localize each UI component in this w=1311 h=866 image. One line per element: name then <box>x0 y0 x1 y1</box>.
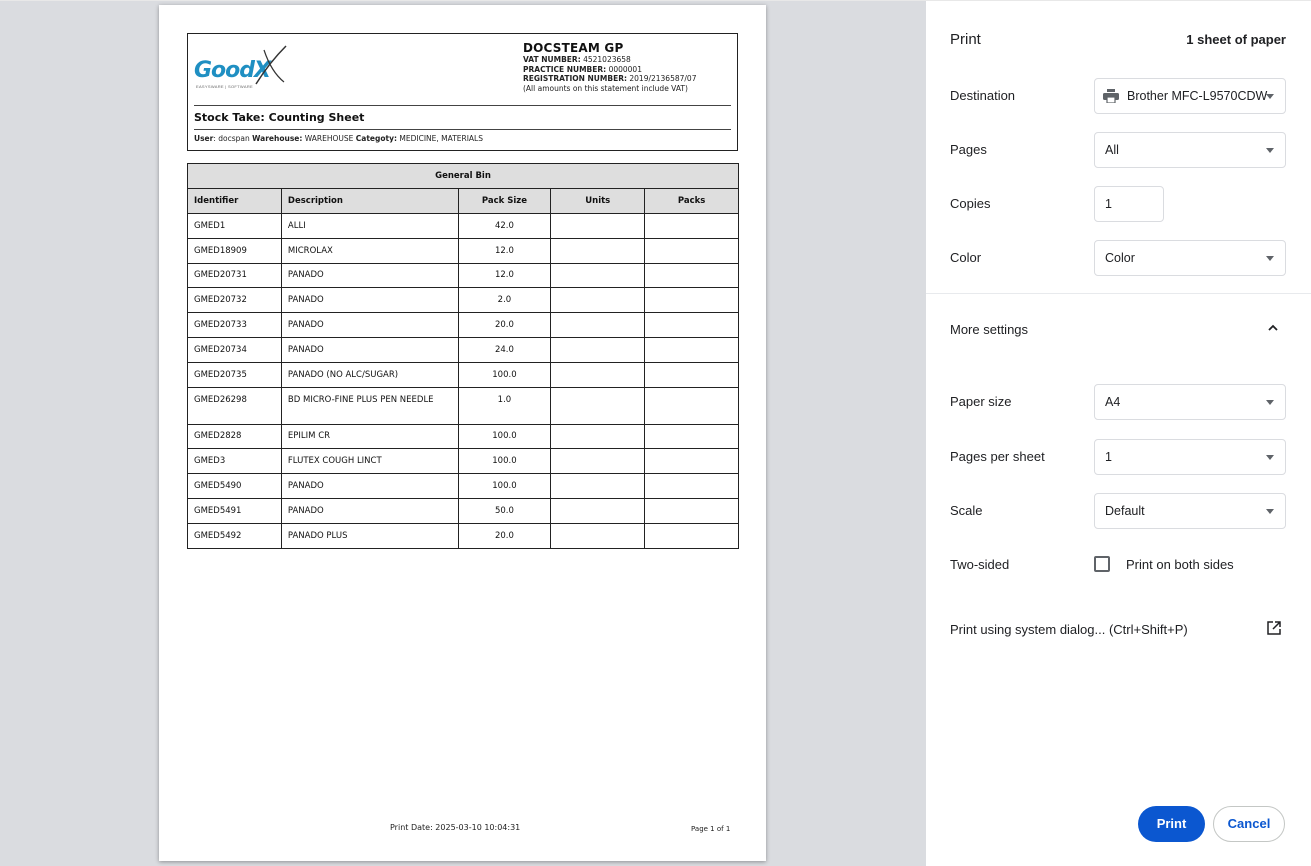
cell-units <box>551 337 645 362</box>
cell-identifier: GMED2828 <box>188 424 282 449</box>
cell-description: PANADO <box>281 263 458 288</box>
practice-name: DOCSTEAM GP <box>523 41 624 55</box>
vat-note: (All amounts on this statement include VAT) <box>523 83 688 93</box>
cell-packs <box>645 387 739 424</box>
cell-units <box>551 214 645 239</box>
dropdown-arrow-icon <box>1266 455 1274 460</box>
cell-packs <box>645 288 739 313</box>
table-row <box>188 387 739 424</box>
cell-description: FLUTEX COUGH LINCT <box>281 449 458 474</box>
copies-value: 1 <box>1105 197 1112 211</box>
pages-per-sheet-select[interactable] <box>1094 439 1286 475</box>
cell-identifier: GMED18909 <box>188 238 282 263</box>
cell-identifier: GMED20731 <box>188 263 282 288</box>
cell-pack-size: 20.0 <box>458 523 551 548</box>
dropdown-arrow-icon <box>1266 400 1274 405</box>
cell-pack-size: 2.0 <box>458 288 551 313</box>
table-row <box>188 313 739 338</box>
cell-packs <box>645 362 739 387</box>
cell-identifier: GMED20735 <box>188 362 282 387</box>
page-number: Page 1 of 1 <box>691 825 731 833</box>
cell-units <box>551 313 645 338</box>
cell-pack-size: 100.0 <box>458 362 551 387</box>
cell-identifier: GMED3 <box>188 449 282 474</box>
color-label: Color <box>950 250 982 265</box>
cell-packs <box>645 337 739 362</box>
pages-label: Pages <box>950 142 987 157</box>
cell-pack-size: 42.0 <box>458 214 551 239</box>
cell-identifier: GMED26298 <box>188 387 282 424</box>
column-header: Units <box>551 189 645 214</box>
copies-label: Copies <box>950 196 991 211</box>
cell-description: ALLI <box>281 214 458 239</box>
cell-description: BD MICRO-FINE PLUS PEN NEEDLE <box>281 387 458 424</box>
cell-pack-size: 24.0 <box>458 337 551 362</box>
two-sided-label: Two-sided <box>950 557 1010 572</box>
cell-packs <box>645 474 739 499</box>
table-group-header: General Bin <box>188 164 739 189</box>
printer-icon <box>1103 89 1119 103</box>
title-divider <box>194 129 731 130</box>
cell-identifier: GMED20733 <box>188 313 282 338</box>
destination-value: Brother MFC-L9570CDW <box>1127 89 1268 103</box>
more-settings-toggle[interactable]: More settings <box>950 322 1029 337</box>
panel-divider <box>926 293 1311 294</box>
cell-identifier: GMED5490 <box>188 474 282 499</box>
cell-identifier: GMED5492 <box>188 523 282 548</box>
cell-pack-size: 12.0 <box>458 238 551 263</box>
table-row <box>188 337 739 362</box>
cell-packs <box>645 449 739 474</box>
destination-select[interactable] <box>1094 78 1286 114</box>
scale-label: Scale <box>950 503 983 518</box>
panel-title: Print <box>950 31 981 48</box>
cell-description: PANADO <box>281 337 458 362</box>
header-divider <box>194 105 731 106</box>
table-row <box>188 214 739 239</box>
cell-units <box>551 424 645 449</box>
cell-description: PANADO <box>281 313 458 338</box>
practice-number-line: PRACTICE NUMBER: 0000001 <box>523 64 642 74</box>
logo-subtext: EASYSWARE | SOFTWARE <box>196 84 253 89</box>
cell-packs <box>645 214 739 239</box>
scale-select[interactable] <box>1094 493 1286 529</box>
cell-identifier: GMED1 <box>188 214 282 239</box>
cell-identifier: GMED5491 <box>188 498 282 523</box>
cell-pack-size: 20.0 <box>458 313 551 338</box>
cell-packs <box>645 263 739 288</box>
table-row <box>188 474 739 499</box>
dropdown-arrow-icon <box>1266 256 1274 261</box>
cell-packs <box>645 238 739 263</box>
document-header <box>187 33 738 151</box>
cell-description: PANADO <box>281 498 458 523</box>
pages-select[interactable] <box>1094 132 1286 168</box>
cell-description: EPILIM CR <box>281 424 458 449</box>
column-header: Description <box>281 189 458 214</box>
cell-units <box>551 449 645 474</box>
dropdown-arrow-icon <box>1266 509 1274 514</box>
print-button[interactable]: Print <box>1138 806 1205 842</box>
vat-number-line: VAT NUMBER: 4521023658 <box>523 55 631 64</box>
cell-pack-size: 100.0 <box>458 449 551 474</box>
sheet-title: Stock Take: Counting Sheet <box>194 111 365 124</box>
two-sided-checkbox[interactable] <box>1094 556 1110 572</box>
logo-text: GoodX <box>194 58 270 83</box>
table-row <box>188 424 739 449</box>
destination-label: Destination <box>950 88 1016 103</box>
cell-pack-size: 50.0 <box>458 498 551 523</box>
cell-description: MICROLAX <box>281 238 458 263</box>
column-header: Identifier <box>188 189 282 214</box>
color-select[interactable] <box>1094 240 1286 276</box>
preview-page <box>159 5 766 861</box>
table-row <box>188 362 739 387</box>
cell-units <box>551 474 645 499</box>
cell-packs <box>645 424 739 449</box>
paper-size-label: Paper size <box>950 394 1012 409</box>
cell-units <box>551 263 645 288</box>
cell-description: PANADO <box>281 474 458 499</box>
sheet-count: 1 sheet of paper <box>1186 32 1286 47</box>
cell-units <box>551 238 645 263</box>
sheet-meta: User: docspan Warehouse: WAREHOUSE Categoty: MEDICINE, MATERIALS <box>194 134 484 143</box>
cell-units <box>551 498 645 523</box>
paper-size-select[interactable] <box>1094 384 1286 420</box>
table-row <box>188 523 739 548</box>
cell-identifier: GMED20732 <box>188 288 282 313</box>
cell-units <box>551 288 645 313</box>
table-row <box>188 238 739 263</box>
table-row <box>188 288 739 313</box>
open-external-icon[interactable] <box>1267 621 1281 635</box>
chevron-up-icon[interactable] <box>1268 323 1278 333</box>
registration-number-line: REGISTRATION NUMBER: 2019/2136587/07 <box>523 74 697 83</box>
cell-identifier: GMED20734 <box>188 337 282 362</box>
table-row <box>188 263 739 288</box>
column-header: Packs <box>645 189 739 214</box>
column-header: Pack Size <box>458 189 551 214</box>
scale-value: Default <box>1105 504 1145 518</box>
cell-packs <box>645 523 739 548</box>
print-date: Print Date: 2025-03-10 10:04:31 <box>390 823 521 832</box>
cell-pack-size: 100.0 <box>458 474 551 499</box>
cell-description: PANADO (NO ALC/SUGAR) <box>281 362 458 387</box>
print-settings-panel <box>926 0 1311 866</box>
dropdown-arrow-icon <box>1266 148 1274 153</box>
cell-units <box>551 523 645 548</box>
pages-value: All <box>1105 143 1119 157</box>
cancel-button[interactable]: Cancel <box>1213 806 1285 842</box>
goodx-logo-icon <box>194 44 294 94</box>
two-sided-option-label[interactable]: Print on both sides <box>1126 557 1234 572</box>
dropdown-arrow-icon <box>1266 94 1274 99</box>
stock-table <box>187 163 739 549</box>
color-value: Color <box>1105 251 1135 265</box>
copies-input[interactable] <box>1094 186 1164 222</box>
practice-info <box>523 41 696 93</box>
cell-units <box>551 362 645 387</box>
pages-per-sheet-value: 1 <box>1105 450 1112 464</box>
cell-units <box>551 387 645 424</box>
cell-pack-size: 100.0 <box>458 424 551 449</box>
cell-packs <box>645 498 739 523</box>
cell-pack-size: 1.0 <box>458 387 551 424</box>
cell-packs <box>645 313 739 338</box>
cell-description: PANADO <box>281 288 458 313</box>
cell-pack-size: 12.0 <box>458 263 551 288</box>
table-row <box>188 449 739 474</box>
pages-per-sheet-label: Pages per sheet <box>950 449 1045 464</box>
system-dialog-link[interactable]: Print using system dialog... (Ctrl+Shift+P) <box>950 622 1188 637</box>
paper-size-value: A4 <box>1105 395 1121 409</box>
table-row <box>188 498 739 523</box>
cell-description: PANADO PLUS <box>281 523 458 548</box>
